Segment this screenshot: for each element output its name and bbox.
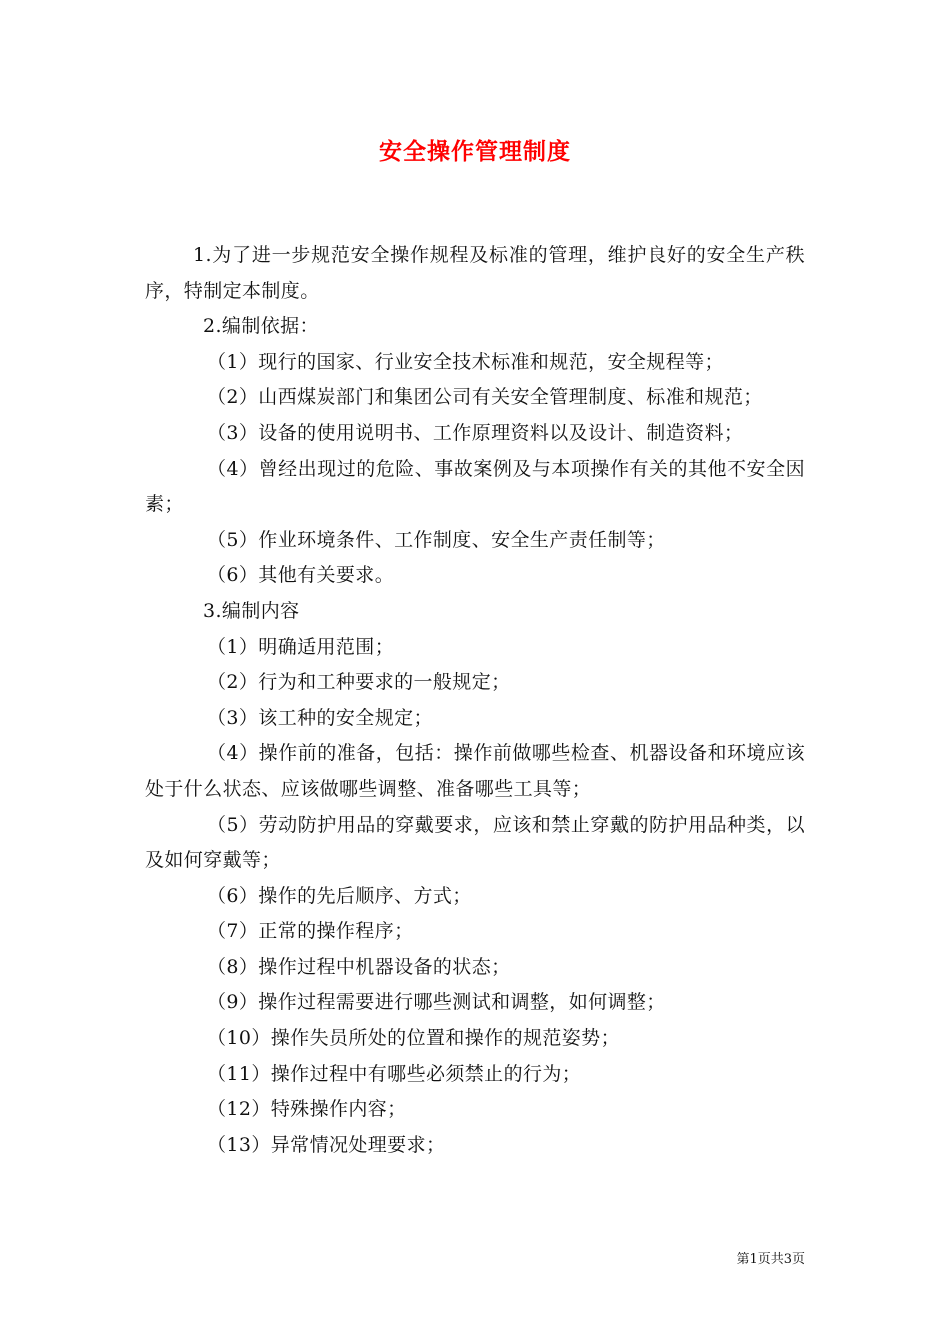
- list-item: （4）操作前的准备，包括：操作前做哪些检查、机器设备和环境应该处于什么状态、应该做哪些调整、准备哪些工具等；: [145, 742, 805, 800]
- document-title: 安全操作管理制度: [379, 138, 571, 165]
- list-item: （6）其他有关要求。: [207, 564, 395, 587]
- list-item: （7）正常的操作程序；: [207, 920, 414, 943]
- list-item: （11）操作过程中有哪些必须禁止的行为；: [207, 1062, 582, 1085]
- list-item: （9）操作过程需要进行哪些测试和调整，如何调整；: [207, 991, 666, 1014]
- page-number-footer: [736, 1248, 805, 1267]
- list-item: （1）现行的国家、行业安全技术标准和规范，安全规程等；: [207, 350, 724, 373]
- list-item: （4）曾经出现过的危险、事故案例及与本项操作有关的其他不安全因素；: [145, 457, 805, 516]
- list-item: （5）劳动防护用品的穿戴要求，应该和禁止穿戴的防护用品种类，以及如何穿戴等；: [145, 813, 805, 872]
- list-item: （2）行为和工种要求的一般规定；: [207, 671, 511, 694]
- list-item: （8）操作过程中机器设备的状态；: [207, 955, 511, 978]
- list-item: （10）操作失员所处的位置和操作的规范姿势；: [207, 1027, 620, 1050]
- paragraph-purpose: 1.为了进一步规范安全操作规程及标准的管理，维护良好的安全生产秩序，特制定本制度。: [145, 244, 805, 302]
- list-item: （1）明确适用范围；: [207, 635, 395, 658]
- list-item: （13）异常情况处理要求；: [207, 1133, 446, 1156]
- list-item: （3）设备的使用说明书、工作原理资料以及设计、制造资料；: [207, 421, 744, 444]
- document-body: [145, 238, 805, 1163]
- page-number-text: 第1页共3页: [736, 1252, 805, 1267]
- list-item: （2）山西煤炭部门和集团公司有关安全管理制度、标准和规范；: [207, 386, 763, 409]
- paragraph-content-heading: 3.编制内容: [203, 599, 300, 622]
- list-item: （5）作业环境条件、工作制度、安全生产责任制等；: [207, 528, 666, 551]
- list-item: （6）操作的先后顺序、方式；: [207, 884, 472, 907]
- list-item: （12）特殊操作内容；: [207, 1098, 407, 1121]
- list-item: （3）该工种的安全规定；: [207, 706, 433, 729]
- paragraph-basis-heading: 2.编制依据：: [203, 315, 319, 338]
